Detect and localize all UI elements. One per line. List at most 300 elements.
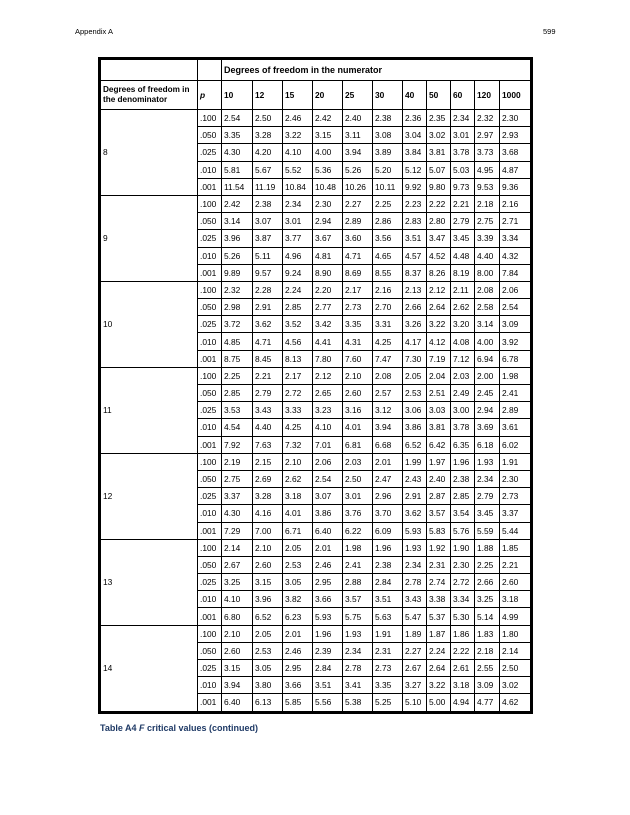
critical-value-cell: 5.20: [373, 161, 403, 178]
column-header: 20: [313, 81, 343, 110]
table-row: [101, 281, 531, 298]
critical-value-cell: 2.61: [451, 660, 475, 677]
critical-value-cell: 1.91: [373, 625, 403, 642]
critical-value-cell: 2.60: [222, 642, 253, 659]
critical-value-cell: 1.87: [427, 625, 451, 642]
critical-value-cell: 5.10: [403, 694, 427, 711]
critical-value-cell: 2.60: [343, 385, 373, 402]
critical-value-cell: 5.26: [343, 161, 373, 178]
critical-value-cell: 4.12: [427, 333, 451, 350]
p-value-cell: .001: [198, 350, 222, 367]
critical-value-cell: 2.89: [500, 402, 531, 419]
critical-value-cell: 3.67: [313, 230, 343, 247]
table-caption: [100, 723, 258, 733]
critical-value-cell: 2.17: [283, 367, 313, 384]
critical-value-cell: 2.53: [283, 556, 313, 573]
p-value-cell: .025: [198, 230, 222, 247]
critical-value-cell: 3.92: [500, 333, 531, 350]
critical-value-cell: 2.01: [313, 539, 343, 556]
critical-value-cell: 5.47: [403, 608, 427, 625]
critical-value-cell: 3.78: [451, 144, 475, 161]
table-body: [101, 110, 531, 712]
critical-value-cell: 1.96: [313, 625, 343, 642]
critical-value-cell: 2.83: [403, 213, 427, 230]
critical-value-cell: 3.56: [373, 230, 403, 247]
critical-value-cell: 6.81: [343, 436, 373, 453]
critical-value-cell: 3.22: [427, 677, 451, 694]
critical-value-cell: 5.83: [427, 522, 451, 539]
critical-value-cell: 4.77: [475, 694, 500, 711]
critical-value-cell: 1.99: [403, 453, 427, 470]
critical-value-cell: 4.30: [222, 505, 253, 522]
table-row: [101, 110, 531, 127]
p-value-cell: .050: [198, 299, 222, 316]
critical-value-cell: 3.37: [222, 488, 253, 505]
critical-value-cell: 6.52: [253, 608, 283, 625]
critical-value-cell: 6.68: [373, 436, 403, 453]
p-value-cell: .100: [198, 367, 222, 384]
critical-value-cell: 3.86: [403, 419, 427, 436]
critical-value-cell: 3.81: [427, 144, 451, 161]
critical-value-cell: 2.64: [427, 299, 451, 316]
critical-value-cell: 2.73: [343, 299, 373, 316]
critical-value-cell: 1.80: [500, 625, 531, 642]
critical-value-cell: 2.38: [373, 110, 403, 127]
critical-value-cell: 3.14: [475, 316, 500, 333]
critical-value-cell: 2.23: [403, 195, 427, 212]
critical-value-cell: 3.73: [475, 144, 500, 161]
critical-value-cell: 3.33: [283, 402, 313, 419]
p-value-cell: .100: [198, 625, 222, 642]
critical-value-cell: 3.62: [403, 505, 427, 522]
critical-value-cell: 2.41: [500, 385, 531, 402]
critical-value-cell: 2.77: [313, 299, 343, 316]
critical-value-cell: 2.38: [253, 195, 283, 212]
critical-value-cell: 1.90: [451, 539, 475, 556]
critical-value-cell: 2.53: [253, 642, 283, 659]
critical-value-cell: 2.75: [475, 213, 500, 230]
critical-value-cell: 2.00: [475, 367, 500, 384]
critical-value-cell: 5.44: [500, 522, 531, 539]
column-header: 50: [427, 81, 451, 110]
page-number: 599: [543, 27, 556, 36]
critical-value-cell: 4.96: [283, 247, 313, 264]
critical-value-cell: 3.37: [500, 505, 531, 522]
column-header: 25: [343, 81, 373, 110]
critical-value-cell: 2.30: [500, 110, 531, 127]
critical-value-cell: 2.36: [403, 110, 427, 127]
critical-value-cell: 3.53: [222, 402, 253, 419]
critical-value-cell: 2.97: [475, 127, 500, 144]
p-value-cell: .025: [198, 488, 222, 505]
critical-value-cell: 6.78: [500, 350, 531, 367]
critical-value-cell: 3.35: [222, 127, 253, 144]
critical-value-cell: 3.66: [313, 591, 343, 608]
critical-value-cell: 4.54: [222, 419, 253, 436]
critical-value-cell: 4.25: [373, 333, 403, 350]
p-value-cell: .050: [198, 127, 222, 144]
critical-value-cell: 7.63: [253, 436, 283, 453]
critical-value-cell: 9.57: [253, 264, 283, 281]
critical-value-cell: 5.00: [427, 694, 451, 711]
critical-value-cell: 8.55: [373, 264, 403, 281]
denominator-df-cell: 9: [101, 195, 198, 281]
critical-value-cell: 2.08: [373, 367, 403, 384]
critical-value-cell: 2.95: [313, 574, 343, 591]
critical-value-cell: 2.79: [253, 385, 283, 402]
critical-value-cell: 3.11: [343, 127, 373, 144]
critical-value-cell: 3.25: [475, 591, 500, 608]
critical-value-cell: 2.21: [451, 195, 475, 212]
table-row: [101, 539, 531, 556]
critical-value-cell: 3.41: [343, 677, 373, 694]
critical-value-cell: 3.42: [313, 316, 343, 333]
critical-value-cell: 2.72: [283, 385, 313, 402]
critical-value-cell: 3.96: [253, 591, 283, 608]
critical-value-cell: 4.52: [427, 247, 451, 264]
critical-value-cell: 3.20: [451, 316, 475, 333]
critical-value-cell: 4.00: [313, 144, 343, 161]
critical-value-cell: 5.38: [343, 694, 373, 711]
critical-value-cell: 11.19: [253, 178, 283, 195]
critical-value-cell: 2.31: [427, 556, 451, 573]
critical-value-cell: 2.67: [403, 660, 427, 677]
critical-value-cell: 2.28: [253, 281, 283, 298]
critical-value-cell: 3.31: [373, 316, 403, 333]
p-value-cell: .025: [198, 402, 222, 419]
critical-value-cell: 2.72: [451, 574, 475, 591]
critical-value-cell: 2.34: [403, 556, 427, 573]
critical-value-cell: 3.70: [373, 505, 403, 522]
critical-value-cell: 4.16: [253, 505, 283, 522]
p-value-cell: .050: [198, 213, 222, 230]
caption-prefix: Table A4: [100, 723, 140, 733]
critical-value-cell: 2.12: [427, 281, 451, 298]
critical-value-cell: 7.60: [343, 350, 373, 367]
critical-value-cell: 6.02: [500, 436, 531, 453]
denominator-df-cell: 12: [101, 453, 198, 539]
critical-value-cell: 3.01: [343, 488, 373, 505]
critical-value-cell: 2.67: [222, 556, 253, 573]
critical-value-cell: 2.38: [451, 470, 475, 487]
critical-value-cell: 6.80: [222, 608, 253, 625]
critical-value-cell: 2.55: [475, 660, 500, 677]
critical-value-cell: 7.47: [373, 350, 403, 367]
critical-value-cell: 2.78: [343, 660, 373, 677]
critical-value-cell: 2.31: [373, 642, 403, 659]
critical-value-cell: 2.42: [222, 195, 253, 212]
critical-value-cell: 4.56: [283, 333, 313, 350]
critical-value-cell: 4.32: [500, 247, 531, 264]
p-value-cell: .010: [198, 247, 222, 264]
column-header: 10: [222, 81, 253, 110]
critical-value-cell: 4.31: [343, 333, 373, 350]
critical-value-cell: 9.89: [222, 264, 253, 281]
critical-value-cell: 2.11: [451, 281, 475, 298]
denominator-df-cell: 10: [101, 281, 198, 367]
p-value-cell: .010: [198, 591, 222, 608]
critical-value-cell: 3.27: [403, 677, 427, 694]
critical-value-cell: 3.08: [373, 127, 403, 144]
critical-value-cell: 4.99: [500, 608, 531, 625]
critical-value-cell: 2.16: [500, 195, 531, 212]
p-value-cell: .010: [198, 161, 222, 178]
critical-value-cell: 2.25: [373, 195, 403, 212]
critical-value-cell: 2.91: [403, 488, 427, 505]
p-value-cell: .001: [198, 178, 222, 195]
critical-value-cell: 3.16: [343, 402, 373, 419]
p-value-cell: .001: [198, 608, 222, 625]
critical-value-cell: 7.01: [313, 436, 343, 453]
p-value-cell: .001: [198, 436, 222, 453]
critical-value-cell: 2.78: [403, 574, 427, 591]
critical-value-cell: 9.53: [475, 178, 500, 195]
critical-value-cell: 11.54: [222, 178, 253, 195]
p-value-cell: .010: [198, 677, 222, 694]
critical-value-cell: 3.35: [373, 677, 403, 694]
critical-value-cell: 5.37: [427, 608, 451, 625]
critical-value-cell: 5.25: [373, 694, 403, 711]
column-header: 1000: [500, 81, 531, 110]
critical-value-cell: 3.38: [427, 591, 451, 608]
critical-value-cell: 2.10: [343, 367, 373, 384]
critical-value-cell: 4.10: [283, 144, 313, 161]
critical-value-cell: 5.67: [253, 161, 283, 178]
critical-value-cell: 2.94: [313, 213, 343, 230]
critical-value-cell: 3.07: [313, 488, 343, 505]
critical-value-cell: 3.43: [253, 402, 283, 419]
column-header: 60: [451, 81, 475, 110]
critical-value-cell: 1.91: [500, 453, 531, 470]
critical-value-cell: 2.19: [222, 453, 253, 470]
critical-value-cell: 4.94: [451, 694, 475, 711]
critical-value-cell: 4.10: [222, 591, 253, 608]
critical-value-cell: 2.85: [451, 488, 475, 505]
critical-value-cell: 2.57: [373, 385, 403, 402]
critical-value-cell: 2.15: [253, 453, 283, 470]
critical-value-cell: 2.80: [427, 213, 451, 230]
critical-value-cell: 3.15: [253, 574, 283, 591]
critical-value-cell: 2.22: [427, 195, 451, 212]
critical-value-cell: 2.38: [373, 556, 403, 573]
critical-value-cell: 3.69: [475, 419, 500, 436]
critical-value-cell: 2.53: [403, 385, 427, 402]
table-row: [101, 625, 531, 642]
critical-value-cell: 4.71: [343, 247, 373, 264]
critical-value-cell: 2.69: [253, 470, 283, 487]
corner-blank: [101, 60, 198, 81]
p-value-cell: .001: [198, 522, 222, 539]
critical-value-cell: 2.62: [283, 470, 313, 487]
critical-value-cell: 8.19: [451, 264, 475, 281]
critical-value-cell: 3.60: [343, 230, 373, 247]
critical-value-cell: 2.22: [451, 642, 475, 659]
critical-value-cell: 2.49: [451, 385, 475, 402]
critical-value-cell: 4.57: [403, 247, 427, 264]
critical-value-cell: 7.00: [253, 522, 283, 539]
critical-value-cell: 2.89: [343, 213, 373, 230]
critical-value-cell: 3.35: [343, 316, 373, 333]
critical-value-cell: 3.78: [451, 419, 475, 436]
critical-value-cell: 2.17: [343, 281, 373, 298]
critical-value-cell: 6.09: [373, 522, 403, 539]
critical-value-cell: 2.24: [283, 281, 313, 298]
critical-value-cell: 2.40: [343, 110, 373, 127]
critical-value-cell: 3.51: [373, 591, 403, 608]
critical-value-cell: 5.26: [222, 247, 253, 264]
critical-value-cell: 5.59: [475, 522, 500, 539]
critical-value-cell: 7.12: [451, 350, 475, 367]
critical-value-cell: 4.71: [253, 333, 283, 350]
critical-value-cell: 2.73: [500, 488, 531, 505]
critical-value-cell: 3.05: [253, 660, 283, 677]
critical-value-cell: 2.39: [313, 642, 343, 659]
critical-value-cell: 3.81: [427, 419, 451, 436]
critical-value-cell: 2.35: [427, 110, 451, 127]
critical-value-cell: 6.22: [343, 522, 373, 539]
critical-value-cell: 2.85: [222, 385, 253, 402]
critical-value-cell: 5.36: [313, 161, 343, 178]
critical-value-cell: 3.89: [373, 144, 403, 161]
critical-value-cell: 3.76: [343, 505, 373, 522]
critical-value-cell: 2.60: [500, 574, 531, 591]
critical-value-cell: 2.46: [313, 556, 343, 573]
critical-value-cell: 2.21: [253, 367, 283, 384]
critical-value-cell: 2.50: [500, 660, 531, 677]
critical-value-cell: 2.10: [253, 539, 283, 556]
critical-value-cell: 3.25: [222, 574, 253, 591]
critical-value-cell: 1.97: [427, 453, 451, 470]
critical-value-cell: 2.54: [313, 470, 343, 487]
critical-value-cell: 3.66: [283, 677, 313, 694]
critical-value-cell: 6.71: [283, 522, 313, 539]
p-header-blank: [198, 60, 222, 81]
critical-value-cell: 3.09: [475, 677, 500, 694]
critical-value-cell: 7.29: [222, 522, 253, 539]
denominator-label: Degrees of freedom in the denominator: [101, 81, 198, 110]
critical-value-cell: 9.92: [403, 178, 427, 195]
critical-value-cell: 3.28: [253, 127, 283, 144]
f-critical-values-table: [100, 59, 531, 712]
critical-value-cell: 3.45: [451, 230, 475, 247]
critical-value-cell: 2.34: [451, 110, 475, 127]
critical-value-cell: 3.03: [427, 402, 451, 419]
critical-value-cell: 3.00: [451, 402, 475, 419]
critical-value-cell: 3.52: [283, 316, 313, 333]
critical-value-cell: 2.10: [222, 625, 253, 642]
column-header: 40: [403, 81, 427, 110]
critical-value-cell: 4.25: [283, 419, 313, 436]
critical-value-cell: 5.93: [403, 522, 427, 539]
critical-value-cell: 2.62: [451, 299, 475, 316]
critical-value-cell: 4.01: [283, 505, 313, 522]
critical-value-cell: 2.21: [500, 556, 531, 573]
critical-value-cell: 3.82: [283, 591, 313, 608]
critical-value-cell: 3.57: [343, 591, 373, 608]
critical-value-cell: 6.42: [427, 436, 451, 453]
critical-value-cell: 2.18: [475, 195, 500, 212]
critical-value-cell: 2.66: [475, 574, 500, 591]
critical-value-cell: 2.32: [475, 110, 500, 127]
critical-value-cell: 4.30: [222, 144, 253, 161]
critical-value-cell: 2.42: [313, 110, 343, 127]
critical-value-cell: 6.23: [283, 608, 313, 625]
critical-value-cell: 2.34: [283, 195, 313, 212]
critical-value-cell: 5.56: [313, 694, 343, 711]
p-value-cell: .025: [198, 574, 222, 591]
critical-value-cell: 3.18: [500, 591, 531, 608]
critical-value-cell: 2.91: [253, 299, 283, 316]
critical-value-cell: 6.40: [313, 522, 343, 539]
critical-value-cell: 4.85: [222, 333, 253, 350]
critical-value-cell: 2.10: [283, 453, 313, 470]
critical-value-cell: 2.79: [475, 488, 500, 505]
critical-value-cell: 1.86: [451, 625, 475, 642]
critical-value-cell: 2.64: [427, 660, 451, 677]
critical-value-cell: 1.93: [403, 539, 427, 556]
critical-value-cell: 2.71: [500, 213, 531, 230]
critical-value-cell: 4.65: [373, 247, 403, 264]
critical-value-cell: 9.73: [451, 178, 475, 195]
critical-value-cell: 1.98: [500, 367, 531, 384]
critical-value-cell: 2.01: [373, 453, 403, 470]
critical-value-cell: 2.84: [373, 574, 403, 591]
critical-value-cell: 1.85: [500, 539, 531, 556]
critical-value-cell: 8.26: [427, 264, 451, 281]
critical-value-cell: 5.52: [283, 161, 313, 178]
column-header: 15: [283, 81, 313, 110]
critical-value-cell: 5.11: [253, 247, 283, 264]
critical-value-cell: 1.88: [475, 539, 500, 556]
critical-value-cell: 7.19: [427, 350, 451, 367]
critical-value-cell: 4.17: [403, 333, 427, 350]
critical-value-cell: 4.81: [313, 247, 343, 264]
critical-value-cell: 5.14: [475, 608, 500, 625]
critical-value-cell: 10.84: [283, 178, 313, 195]
critical-value-cell: 2.12: [313, 367, 343, 384]
critical-value-cell: 3.02: [427, 127, 451, 144]
p-value-cell: .010: [198, 505, 222, 522]
critical-value-cell: 3.77: [283, 230, 313, 247]
critical-value-cell: 2.65: [313, 385, 343, 402]
critical-value-cell: 1.96: [451, 453, 475, 470]
critical-value-cell: 5.75: [343, 608, 373, 625]
critical-value-cell: 4.62: [500, 694, 531, 711]
critical-value-cell: 3.96: [222, 230, 253, 247]
critical-value-cell: 3.05: [283, 574, 313, 591]
critical-value-cell: 5.63: [373, 608, 403, 625]
critical-value-cell: 3.28: [253, 488, 283, 505]
critical-value-cell: 2.08: [475, 281, 500, 298]
critical-value-cell: 3.34: [451, 591, 475, 608]
critical-value-cell: 2.27: [343, 195, 373, 212]
critical-value-cell: 1.89: [403, 625, 427, 642]
critical-value-cell: 5.03: [451, 161, 475, 178]
critical-value-cell: 1.93: [475, 453, 500, 470]
critical-value-cell: 3.06: [403, 402, 427, 419]
critical-value-cell: 4.48: [451, 247, 475, 264]
critical-value-cell: 3.51: [403, 230, 427, 247]
critical-value-cell: 2.54: [500, 299, 531, 316]
critical-value-cell: 4.40: [475, 247, 500, 264]
critical-value-cell: 10.11: [373, 178, 403, 195]
table-row: [101, 453, 531, 470]
caption-italic: F: [139, 723, 145, 733]
critical-value-cell: 4.00: [475, 333, 500, 350]
p-value-cell: .025: [198, 316, 222, 333]
critical-value-cell: 2.94: [475, 402, 500, 419]
critical-value-cell: 2.45: [475, 385, 500, 402]
